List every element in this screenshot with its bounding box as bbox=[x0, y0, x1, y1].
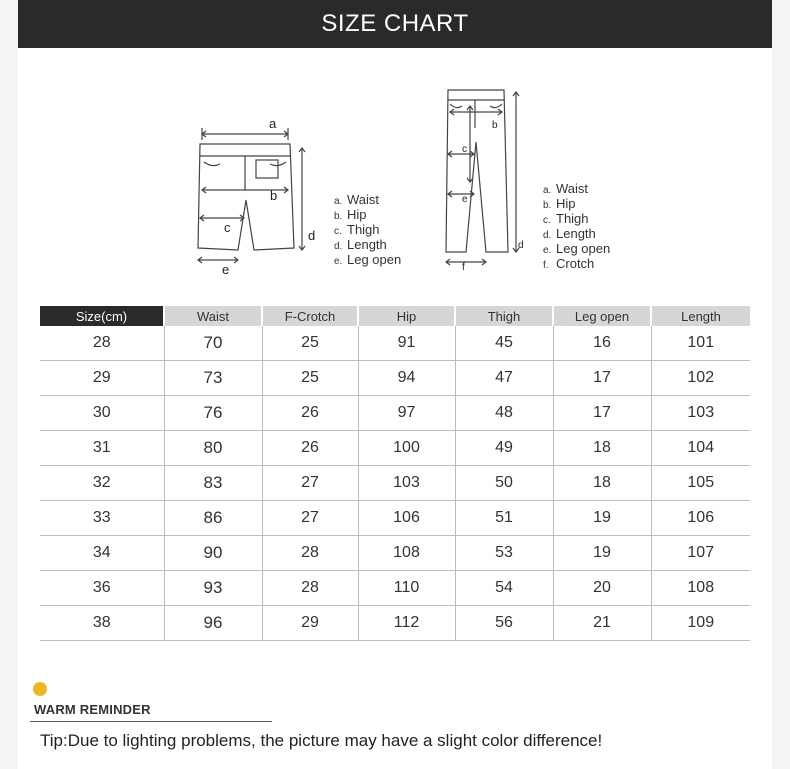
table-cell: 112 bbox=[358, 606, 455, 641]
column-header: F-Crotch bbox=[262, 306, 358, 326]
table-cell: 28 bbox=[262, 571, 358, 606]
table-cell: 86 bbox=[164, 501, 262, 536]
column-header: Length bbox=[651, 306, 750, 326]
table-cell: 50 bbox=[455, 466, 553, 501]
table-cell: 76 bbox=[164, 396, 262, 431]
table-cell: 34 bbox=[40, 536, 164, 571]
table-cell: 80 bbox=[164, 431, 262, 466]
table-cell: 94 bbox=[358, 361, 455, 396]
table-cell: 38 bbox=[40, 606, 164, 641]
warm-reminder-title: WARM REMINDER bbox=[34, 702, 151, 717]
table-cell: 31 bbox=[40, 431, 164, 466]
column-header: Thigh bbox=[455, 306, 553, 326]
table-cell: 105 bbox=[651, 466, 750, 501]
table-cell: 54 bbox=[455, 571, 553, 606]
table-cell: 29 bbox=[262, 606, 358, 641]
table-row bbox=[40, 361, 750, 396]
column-header: Leg open bbox=[553, 306, 651, 326]
table-cell: 56 bbox=[455, 606, 553, 641]
shorts-label-e: e bbox=[222, 262, 230, 277]
table-cell: 103 bbox=[651, 396, 750, 431]
column-header: Waist bbox=[164, 306, 262, 326]
table-row bbox=[40, 466, 750, 501]
shorts-diagram bbox=[190, 110, 330, 280]
table-row bbox=[40, 536, 750, 571]
table-cell: 45 bbox=[455, 326, 553, 361]
legend-row: c. Thigh bbox=[543, 211, 589, 226]
table-row bbox=[40, 501, 750, 536]
table-cell: 16 bbox=[553, 326, 651, 361]
pants-label-d: d bbox=[518, 240, 524, 251]
table-cell: 19 bbox=[553, 536, 651, 571]
table-cell: 83 bbox=[164, 466, 262, 501]
pants-legend bbox=[543, 182, 610, 272]
pants-label-b: b bbox=[492, 120, 498, 131]
table-cell: 17 bbox=[553, 361, 651, 396]
table-cell: 26 bbox=[262, 431, 358, 466]
shorts-legend bbox=[334, 193, 401, 268]
table-cell: 97 bbox=[358, 396, 455, 431]
column-header: Hip bbox=[358, 306, 455, 326]
legend-row: e. Leg open bbox=[334, 252, 402, 267]
reminder-divider bbox=[30, 721, 272, 722]
table-cell: 33 bbox=[40, 501, 164, 536]
page-title: SIZE CHART bbox=[321, 10, 469, 37]
table-cell: 18 bbox=[553, 466, 651, 501]
table-cell: 91 bbox=[358, 326, 455, 361]
legend-row: b. Hip bbox=[334, 207, 367, 222]
legend-row: d. Length bbox=[543, 226, 596, 241]
table-cell: 18 bbox=[553, 431, 651, 466]
table-cell: 103 bbox=[358, 466, 455, 501]
legend-row: f. Crotch bbox=[543, 256, 595, 271]
table-cell: 29 bbox=[40, 361, 164, 396]
pants-label-e: e bbox=[462, 194, 468, 205]
table-row bbox=[40, 396, 750, 431]
table-cell: 108 bbox=[651, 571, 750, 606]
table-cell: 110 bbox=[358, 571, 455, 606]
table-cell: 27 bbox=[262, 466, 358, 501]
pants-diagram bbox=[440, 82, 540, 272]
table-cell: 109 bbox=[651, 606, 750, 641]
table-cell: 49 bbox=[455, 431, 553, 466]
table-cell: 30 bbox=[40, 396, 164, 431]
table-cell: 51 bbox=[455, 501, 553, 536]
table-body bbox=[40, 326, 750, 641]
table-cell: 102 bbox=[651, 361, 750, 396]
reminder-tip: Tip:Due to lighting problems, the picture may have a slight color difference! bbox=[40, 731, 603, 750]
table-cell: 96 bbox=[164, 606, 262, 641]
column-header: Size(cm) bbox=[40, 306, 164, 326]
table-cell: 53 bbox=[455, 536, 553, 571]
table-cell: 17 bbox=[553, 396, 651, 431]
table-row bbox=[40, 571, 750, 606]
size-chart-header bbox=[18, 0, 772, 48]
table-cell: 28 bbox=[262, 536, 358, 571]
legend-row: b. Hip bbox=[543, 196, 576, 211]
table-cell: 21 bbox=[553, 606, 651, 641]
table-row bbox=[40, 606, 750, 641]
pants-label-c: c bbox=[462, 144, 467, 155]
reminder-dot-icon bbox=[33, 682, 47, 696]
table-cell: 48 bbox=[455, 396, 553, 431]
table-cell: 106 bbox=[358, 501, 455, 536]
table-cell: 26 bbox=[262, 396, 358, 431]
table-cell: 108 bbox=[358, 536, 455, 571]
table-cell: 70 bbox=[164, 326, 262, 361]
table-cell: 19 bbox=[553, 501, 651, 536]
table-cell: 25 bbox=[262, 326, 358, 361]
table-cell: 28 bbox=[40, 326, 164, 361]
legend-row: a. Waist bbox=[334, 192, 380, 207]
table-cell: 36 bbox=[40, 571, 164, 606]
shorts-label-c: c bbox=[224, 220, 231, 235]
table-cell: 32 bbox=[40, 466, 164, 501]
table-cell: 20 bbox=[553, 571, 651, 606]
table-cell: 47 bbox=[455, 361, 553, 396]
legend-row: d. Length bbox=[334, 237, 387, 252]
table-cell: 100 bbox=[358, 431, 455, 466]
size-table bbox=[40, 306, 750, 641]
shorts-label-a: a bbox=[269, 116, 277, 131]
legend-row: a. Waist bbox=[543, 181, 589, 196]
table-row bbox=[40, 431, 750, 466]
table-cell: 25 bbox=[262, 361, 358, 396]
legend-row: c. Thigh bbox=[334, 222, 380, 237]
table-cell: 90 bbox=[164, 536, 262, 571]
table-cell: 106 bbox=[651, 501, 750, 536]
table-cell: 27 bbox=[262, 501, 358, 536]
table-cell: 107 bbox=[651, 536, 750, 571]
table-cell: 73 bbox=[164, 361, 262, 396]
legend-row: e. Leg open bbox=[543, 241, 611, 256]
table-header-row bbox=[40, 306, 750, 326]
table-cell: 101 bbox=[651, 326, 750, 361]
shorts-label-b: b bbox=[270, 188, 278, 203]
table-cell: 104 bbox=[651, 431, 750, 466]
pants-label-f: f bbox=[462, 262, 465, 272]
table-row bbox=[40, 326, 750, 361]
table-cell: 93 bbox=[164, 571, 262, 606]
shorts-label-d: d bbox=[308, 228, 316, 243]
